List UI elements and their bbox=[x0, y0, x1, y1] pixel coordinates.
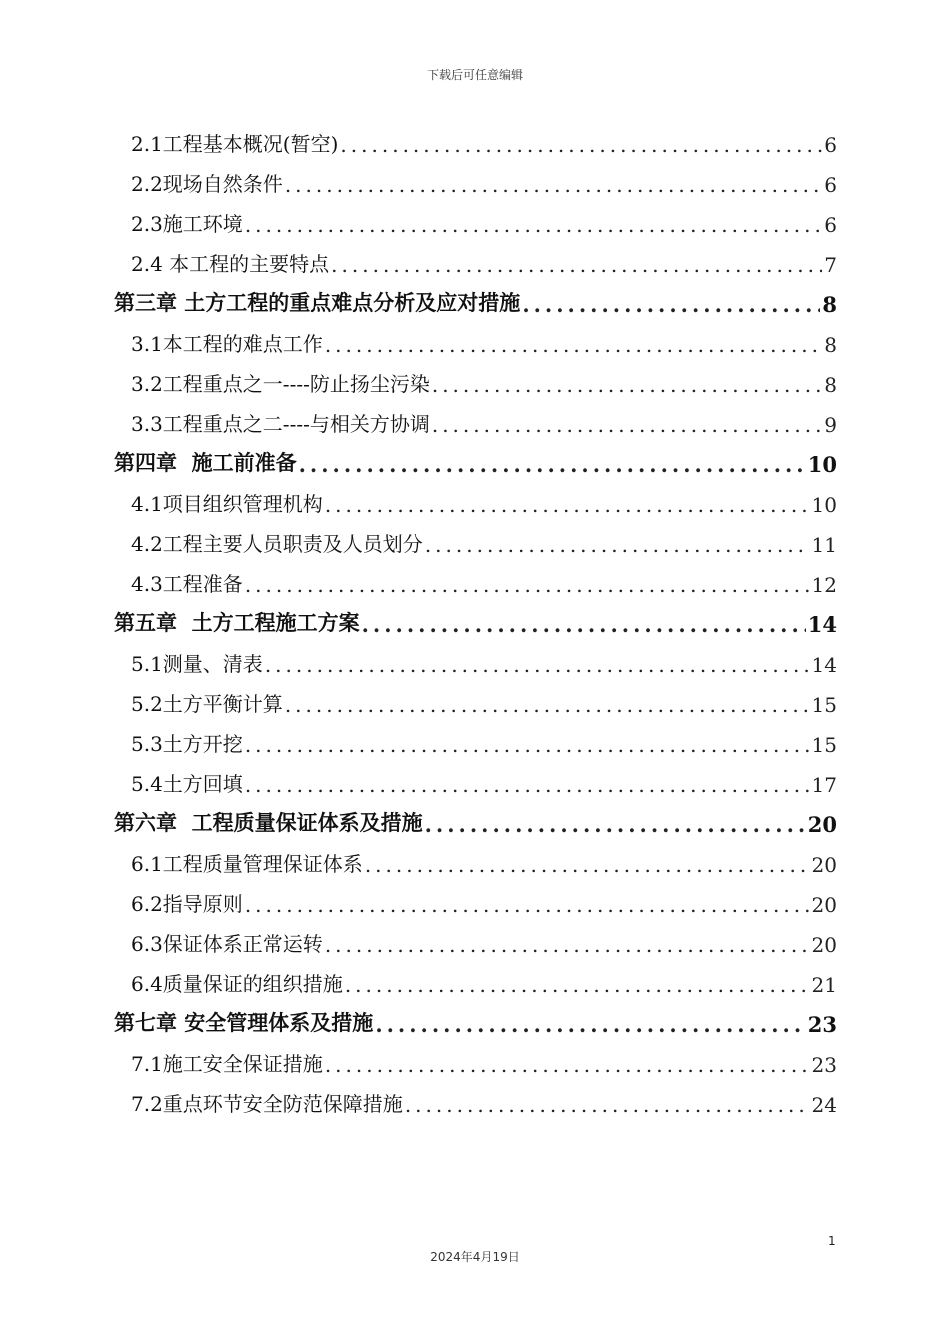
toc-entry-page: 20 bbox=[811, 893, 837, 917]
toc-entry-page: 15 bbox=[811, 693, 837, 717]
toc-dot-leader bbox=[285, 693, 810, 717]
toc-entry-label: 2.4 本工程的主要特点 bbox=[131, 252, 330, 276]
toc-section-entry[interactable] bbox=[0, 317, 950, 357]
toc-entry-label: 7.2重点环节安全防范保障措施 bbox=[131, 1092, 403, 1116]
toc-entry-page: 20 bbox=[807, 812, 837, 837]
page-number: 1 bbox=[828, 1234, 836, 1248]
toc-dot-leader bbox=[365, 853, 810, 877]
toc-dot-leader bbox=[425, 812, 806, 837]
toc-dot-leader bbox=[245, 733, 810, 757]
toc-entry-page: 8 bbox=[824, 373, 837, 397]
toc-dot-leader bbox=[331, 253, 822, 277]
toc-entry-label: 6.4质量保证的组织措施 bbox=[131, 972, 343, 996]
toc-dot-leader bbox=[340, 133, 822, 157]
toc-entry-label: 第五章 土方工程施工方案 bbox=[114, 610, 360, 635]
toc-dot-leader bbox=[245, 893, 810, 917]
toc-entry-label: 2.3施工环境 bbox=[131, 212, 243, 236]
toc-entry-label: 3.3工程重点之二----与相关方协调 bbox=[131, 412, 430, 436]
toc-entry-page: 10 bbox=[811, 493, 837, 517]
toc-chapter-entry[interactable] bbox=[0, 437, 950, 477]
toc-entry-page: 6 bbox=[824, 213, 837, 237]
toc-dot-leader bbox=[325, 493, 810, 517]
toc-section-entry[interactable] bbox=[0, 637, 950, 677]
toc-entry-page: 7 bbox=[824, 253, 837, 277]
toc-entry-label: 第三章 土方工程的重点难点分析及应对措施 bbox=[114, 290, 521, 315]
toc-entry-label: 4.2工程主要人员职责及人员划分 bbox=[131, 532, 423, 556]
toc-entry-page: 8 bbox=[822, 292, 837, 317]
toc-section-entry[interactable] bbox=[0, 717, 950, 757]
toc-entry-page: 17 bbox=[811, 773, 837, 797]
toc-entry-page: 15 bbox=[811, 733, 837, 757]
toc-section-entry[interactable] bbox=[0, 1037, 950, 1077]
page-footer-date: 2024年4月19日 bbox=[430, 1250, 520, 1264]
toc-section-entry[interactable] bbox=[0, 957, 950, 997]
toc-dot-leader bbox=[405, 1093, 810, 1117]
toc-entry-label: 第四章 施工前准备 bbox=[114, 450, 297, 475]
toc-dot-leader bbox=[245, 213, 822, 237]
toc-section-entry[interactable] bbox=[0, 757, 950, 797]
toc-dot-leader bbox=[432, 373, 822, 397]
toc-dot-leader bbox=[522, 292, 820, 317]
toc-entry-label: 7.1施工安全保证措施 bbox=[131, 1052, 323, 1076]
toc-section-entry[interactable] bbox=[0, 877, 950, 917]
toc-section-entry[interactable] bbox=[0, 197, 950, 237]
toc-section-entry[interactable] bbox=[0, 837, 950, 877]
toc-dot-leader bbox=[265, 653, 810, 677]
toc-entry-page: 23 bbox=[811, 1053, 837, 1077]
toc-dot-leader bbox=[425, 533, 810, 557]
toc-section-entry[interactable] bbox=[0, 477, 950, 517]
toc-dot-leader bbox=[299, 452, 806, 477]
toc-entry-page: 8 bbox=[824, 333, 837, 357]
toc-entry-label: 第七章 安全管理体系及措施 bbox=[114, 1010, 374, 1035]
toc-entry-page: 20 bbox=[811, 933, 837, 957]
toc-entry-page: 14 bbox=[807, 612, 837, 637]
toc-entry-page: 11 bbox=[811, 533, 837, 557]
toc-entry-page: 12 bbox=[811, 573, 837, 597]
toc-entry-page: 14 bbox=[811, 653, 837, 677]
toc-dot-leader bbox=[432, 413, 822, 437]
toc-entry-label: 5.2土方平衡计算 bbox=[131, 692, 283, 716]
toc-chapter-entry[interactable] bbox=[0, 797, 950, 837]
toc-dot-leader bbox=[362, 612, 806, 637]
toc-entry-page: 23 bbox=[807, 1012, 837, 1037]
toc-entry-label: 3.1本工程的难点工作 bbox=[131, 332, 323, 356]
toc-entry-page: 9 bbox=[824, 413, 837, 437]
toc-section-entry[interactable] bbox=[0, 1077, 950, 1117]
toc-dot-leader bbox=[325, 933, 810, 957]
toc-entry-label: 6.3保证体系正常运转 bbox=[131, 932, 323, 956]
toc-section-entry[interactable] bbox=[0, 917, 950, 957]
toc-dot-leader bbox=[285, 173, 822, 197]
toc-entry-label: 5.3土方开挖 bbox=[131, 732, 243, 756]
toc-dot-leader bbox=[325, 333, 822, 357]
toc-section-entry[interactable] bbox=[0, 157, 950, 197]
toc-section-entry[interactable] bbox=[0, 357, 950, 397]
toc-entry-label: 5.4土方回填 bbox=[131, 772, 243, 796]
toc-entry-label: 第六章 工程质量保证体系及措施 bbox=[114, 810, 423, 835]
toc-dot-leader bbox=[245, 573, 810, 597]
toc-dot-leader bbox=[375, 1012, 805, 1037]
toc-entry-label: 4.3工程准备 bbox=[131, 572, 243, 596]
toc-section-entry[interactable] bbox=[0, 397, 950, 437]
toc-entry-page: 6 bbox=[824, 173, 837, 197]
toc-dot-leader bbox=[345, 973, 810, 997]
toc-entry-label: 6.2指导原则 bbox=[131, 892, 243, 916]
toc-entry-page: 24 bbox=[811, 1093, 837, 1117]
toc-section-entry[interactable] bbox=[0, 557, 950, 597]
toc-chapter-entry[interactable] bbox=[0, 597, 950, 637]
toc-entry-label: 6.1工程质量管理保证体系 bbox=[131, 852, 363, 876]
toc-entry-label: 2.2现场自然条件 bbox=[131, 172, 283, 196]
toc-entry-page: 10 bbox=[807, 452, 837, 477]
toc-entry-label: 3.2工程重点之一----防止扬尘污染 bbox=[131, 372, 430, 396]
toc-chapter-entry[interactable] bbox=[0, 997, 950, 1037]
toc-dot-leader bbox=[245, 773, 810, 797]
toc-section-entry[interactable] bbox=[0, 117, 950, 157]
toc-entry-page: 21 bbox=[811, 973, 837, 997]
toc-entry-label: 2.1工程基本概况(暂空) bbox=[131, 132, 339, 156]
toc-section-entry[interactable] bbox=[0, 237, 950, 277]
toc-dot-leader bbox=[325, 1053, 810, 1077]
toc-entry-page: 20 bbox=[811, 853, 837, 877]
toc-entry-label: 4.1项目组织管理机构 bbox=[131, 492, 323, 516]
toc-chapter-entry[interactable] bbox=[0, 277, 950, 317]
toc-entry-label: 5.1测量、清表 bbox=[131, 652, 263, 676]
page-header: 下载后可任意编辑 bbox=[426, 68, 523, 82]
toc-entry-page: 6 bbox=[824, 133, 837, 157]
toc-section-entry[interactable] bbox=[0, 517, 950, 557]
toc-section-entry[interactable] bbox=[0, 677, 950, 717]
